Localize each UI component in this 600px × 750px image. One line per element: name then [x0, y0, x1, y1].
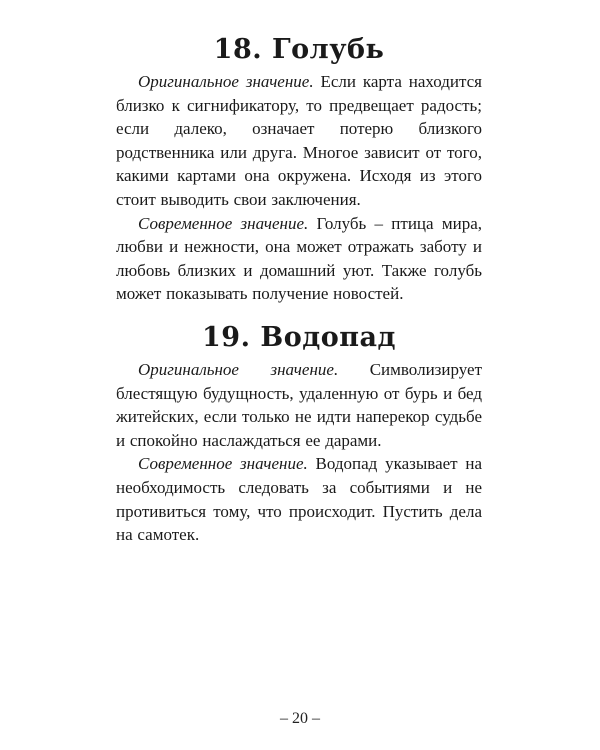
- page-number: – 20 –: [280, 710, 320, 727]
- paragraph-lead: Современное значение.: [138, 454, 308, 474]
- paragraph-text: Символизирует блестящую будущность, удаленную от бурь и бед житейских, если только не идти наперекор судьбе и спокойно наслаждаться ее дарами.: [116, 359, 483, 450]
- paragraph-original-meaning: [116, 70, 482, 212]
- paragraph-lead: Оригинальное значение.: [138, 72, 314, 91]
- paragraph-lead: Современное значение.: [138, 213, 309, 233]
- paragraph-modern-meaning: [116, 212, 482, 306]
- paragraph-text: Голубь – птица мира, любви и нежности, она может отражать заботу и любовь близких и домашний уют. Также голубь может показывать получение новостей.: [116, 213, 482, 304]
- paragraph-text: Если карта находится близко к сигнификатору, то предвещает радость; если далеко, означает потерю близкого родственника или друга. Многое зависит от того, какими картами она окружена. Исходя из этого стоит выводить свои заключения.: [116, 72, 482, 209]
- paragraph-modern-meaning: [116, 452, 482, 546]
- paragraph-lead: Оригинальное значение.: [138, 359, 339, 379]
- section-title-vodopad: 19. Водопад: [202, 321, 396, 353]
- section-title-golub: 18. Голубь: [213, 34, 385, 65]
- paragraph-original-meaning: [116, 358, 482, 452]
- paragraph-text: Водопад указывает на необходимость следовать за событиями и не противиться тому, что происходит. Пустить дела на самотек.: [116, 454, 482, 545]
- page-content: [116, 30, 482, 547]
